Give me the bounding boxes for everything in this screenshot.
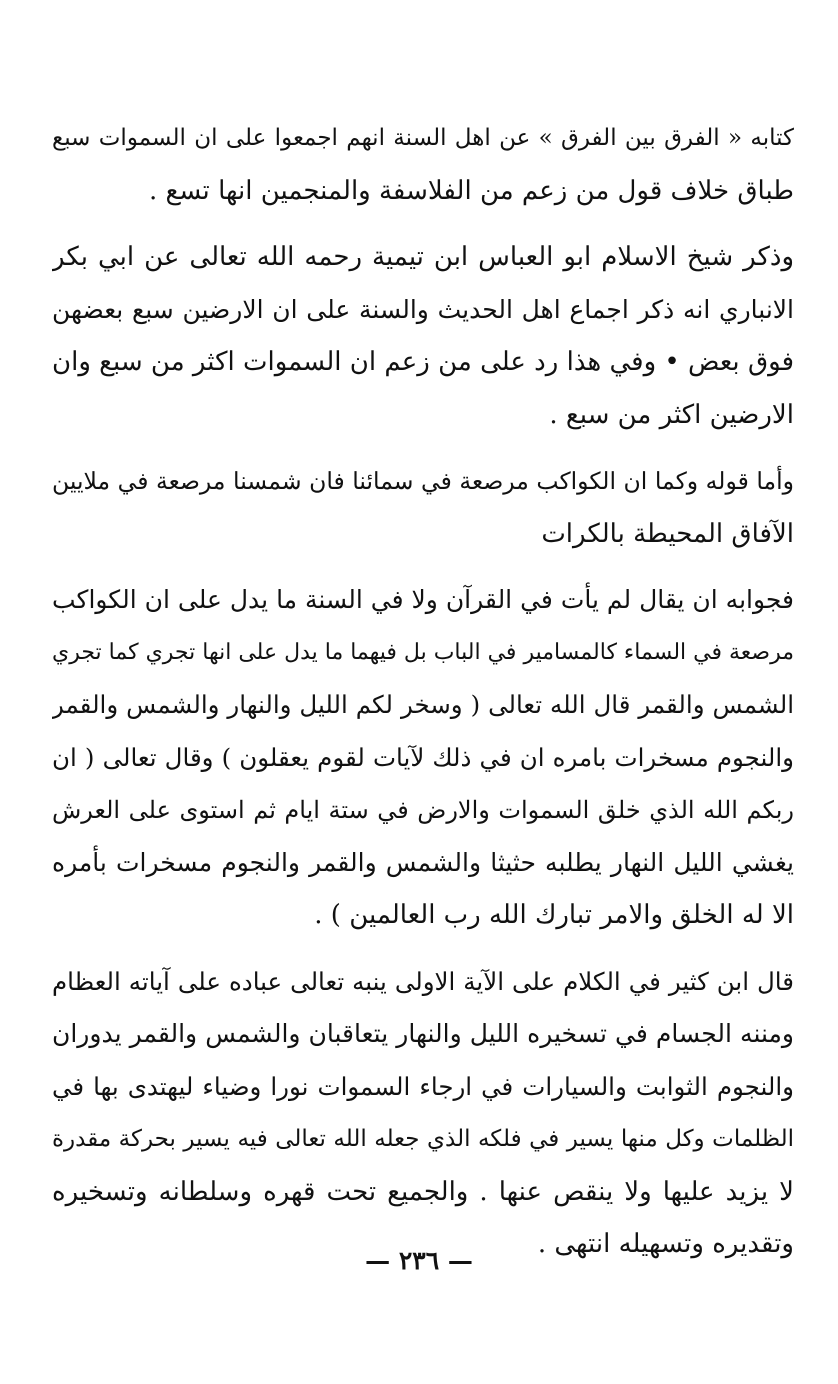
text-line: والنجوم الثوابت والسيارات في ارجاء السموات نورا وضياء ليهتدى بها في	[52, 1071, 794, 1101]
text-line: ربكم الله الذي خلق السموات والارض في ستة ايام ثم استوى على العرش	[52, 796, 794, 824]
text-line: الانباري انه ذكر اجماع اهل الحديث والسنة على ان الارضين سبع بعضهن	[52, 294, 794, 324]
text-line: الا له الخلق والامر تبارك الله رب العالمين ) .	[314, 900, 794, 930]
text-line: الارضين اكثر من سبع .	[549, 399, 794, 430]
paragraph-3	[52, 455, 794, 560]
paragraph-5	[52, 956, 794, 1271]
text-line: ومننه الجسام في تسخيره الليل والنهار يتعاقبان والشمس والقمر يدوران	[52, 1019, 794, 1048]
page-body	[52, 112, 794, 1271]
text-line: فوق بعض • وفي هذا رد على من زعم ان السموات اكثر من سبع وان	[52, 347, 794, 377]
paragraph-spacer	[52, 441, 794, 455]
text-line: يغشي الليل النهار يطلبه حثيثا والشمس والقمر والنجوم مسخرات بأمره	[52, 847, 794, 877]
text-line: وتقديره وتسهيله انتهى .	[537, 1229, 794, 1259]
text-line: قال ابن كثير في الكلام على الآية الاولى ينبه تعالى عباده على آياته العظام	[52, 966, 794, 996]
text-line: الآفاق المحيطة بالكرات	[541, 518, 794, 549]
paragraph-1	[52, 112, 794, 217]
text-line: الشمس والقمر قال الله تعالى ( وسخر لكم الليل والنهار والشمس والقمر	[52, 690, 794, 719]
text-line: طباق خلاف قول من زعم من الفلاسفة والمنجمين انها تسع .	[149, 175, 794, 206]
text-line: وأما قوله وكما ان الكواكب مرصعة في سمائنا فان شمسنا مرصعة في ملايين	[52, 467, 794, 495]
paragraph-2	[52, 231, 794, 441]
paragraph-spacer	[52, 942, 794, 956]
text-line: والنجوم مسخرات بامره ان في ذلك لآيات لقوم يعقلون ) وقال تعالى ( ان	[52, 742, 794, 772]
text-line: لا يزيد عليها ولا ينقص عنها . والجميع تحت قهره وسلطانه وتسخيره	[52, 1176, 794, 1207]
paragraph-spacer	[52, 560, 794, 574]
paragraph-spacer	[52, 217, 794, 231]
text-line: الظلمات وكل منها يسير في فلكه الذي جعله الله تعالى فيه يسير بحركة مقدرة	[52, 1126, 794, 1152]
paragraph-4	[52, 574, 794, 942]
text-line: وذكر شيخ الاسلام ابو العباس ابن تيمية رحمه الله تعالى عن ابي بكر	[52, 242, 794, 272]
page-number: — ٢٣٦ —	[365, 1246, 473, 1275]
text-line: كتابه « الفرق بين الفرق » عن اهل السنة انهم اجمعوا على ان السموات سبع	[52, 125, 794, 151]
text-line: فجوابه ان يقال لم يأت في القرآن ولا في السنة ما يدل على ان الكواكب	[52, 585, 794, 614]
text-line: مرصعة في السماء كالمسامير في الباب بل فيهما ما يدل على انها تجري كما تجري	[52, 639, 794, 665]
